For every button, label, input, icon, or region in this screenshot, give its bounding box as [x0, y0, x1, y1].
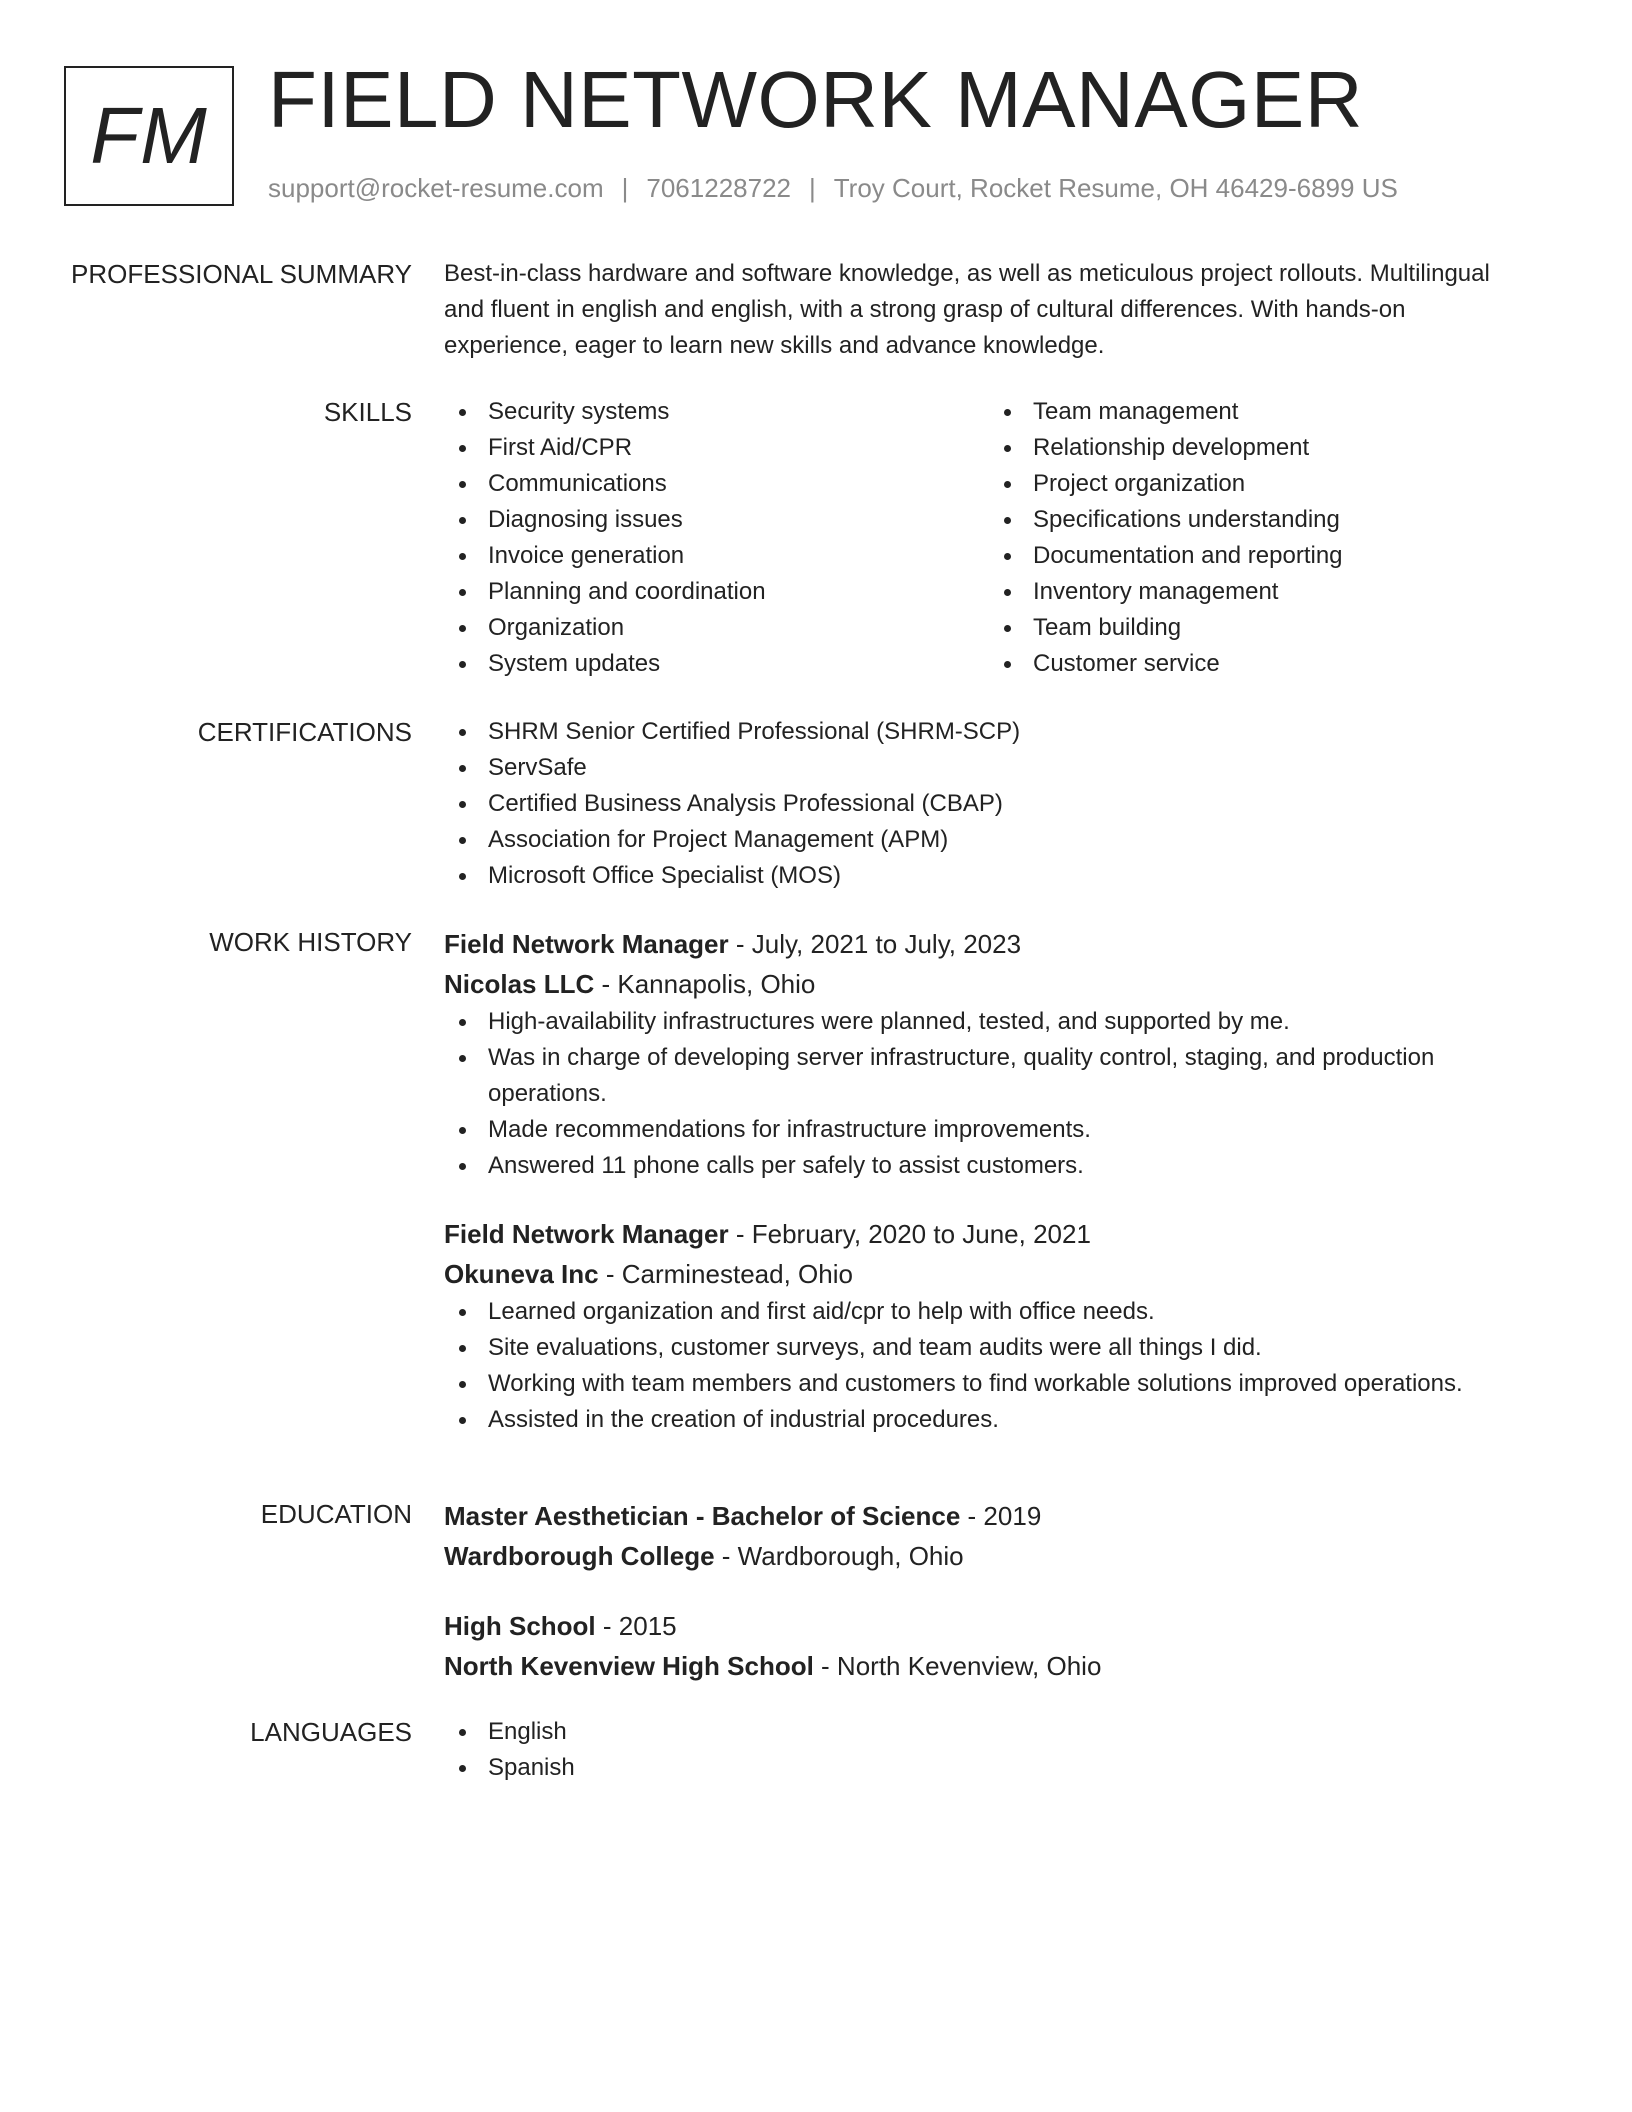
skill-item: Customer service — [989, 646, 1534, 682]
education-school: Wardborough College — [444, 1541, 715, 1571]
job-company-line — [444, 1254, 1534, 1294]
education-degree-line — [444, 1606, 1534, 1646]
section-label: WORK HISTORY — [209, 927, 412, 957]
job-location: - Carminestead, Ohio — [598, 1259, 853, 1289]
job-company: Nicolas LLC — [444, 969, 595, 999]
certification-item: Certified Business Analysis Professional (CBAP) — [444, 786, 1534, 822]
contact-line — [268, 170, 1398, 206]
section-label: EDUCATION — [260, 1499, 412, 1529]
section-label: CERTIFICATIONS — [197, 717, 412, 747]
skill-item: Planning and coordination — [444, 574, 989, 610]
education-school-line — [444, 1536, 1534, 1576]
education-body — [444, 1496, 1534, 1686]
languages-body — [444, 1714, 1534, 1786]
job-title-line — [444, 1214, 1534, 1254]
job-bullets — [444, 1004, 1534, 1184]
section-label: SKILLS — [323, 397, 412, 427]
contact-separator: | — [621, 173, 629, 203]
skill-item: Documentation and reporting — [989, 538, 1534, 574]
language-item: Spanish — [444, 1750, 1534, 1786]
education-degree: Master Aesthetician - Bachelor of Science — [444, 1501, 961, 1531]
skill-item: Inventory management — [989, 574, 1534, 610]
education-school: North Kevenview High School — [444, 1651, 814, 1681]
skill-item: First Aid/CPR — [444, 430, 989, 466]
skills-columns — [444, 394, 1534, 682]
certifications-list — [444, 714, 1534, 894]
job-entry — [444, 924, 1534, 1184]
certification-item: Association for Project Management (APM) — [444, 822, 1534, 858]
contact-separator: | — [809, 173, 816, 203]
job-bullet: Working with team members and customers to find workable solutions improved operations. — [444, 1366, 1534, 1402]
summary-text: Best-in-class hardware and software knowledge, as well as meticulous project rollouts. Multilingual and fluent in english and english, with a strong grasp of cultural differences. With hands-on experience, eager to learn new skills and advance knowledge. — [444, 260, 1490, 359]
job-bullet: High-availability infrastructures were planned, tested, and supported by me. — [444, 1004, 1534, 1040]
job-company-line — [444, 964, 1534, 1004]
job-dates: - February, 2020 to June, 2021 — [728, 1219, 1091, 1249]
education-year: - 2015 — [595, 1611, 677, 1641]
skill-item: Communications — [444, 466, 989, 502]
job-bullet: Answered 11 phone calls per safely to assist customers. — [444, 1148, 1534, 1184]
skill-item: Diagnosing issues — [444, 502, 989, 538]
job-title-line — [444, 924, 1534, 964]
job-bullet: Made recommendations for infrastructure improvements. — [444, 1112, 1534, 1148]
skill-item: System updates — [444, 646, 989, 682]
education-entry — [444, 1496, 1534, 1576]
certifications-body — [444, 714, 1534, 894]
skill-item: Organization — [444, 610, 989, 646]
education-location: - Wardborough, Ohio — [714, 1541, 964, 1571]
work-history-body — [444, 924, 1534, 1438]
education-degree-line — [444, 1496, 1534, 1536]
languages-list — [444, 1714, 1534, 1786]
job-entry — [444, 1214, 1534, 1438]
skill-item: Project organization — [989, 466, 1534, 502]
job-title: Field Network Manager — [444, 1219, 729, 1249]
skill-item: Specifications understanding — [989, 502, 1534, 538]
certification-item: Microsoft Office Specialist (MOS) — [444, 858, 1534, 894]
job-dates: - July, 2021 to July, 2023 — [728, 929, 1022, 959]
section-label: PROFESSIONAL SUMMARY — [71, 259, 412, 289]
job-bullet: Learned organization and first aid/cpr to help with office needs. — [444, 1294, 1534, 1330]
education-location: - North Kevenview, Ohio — [813, 1651, 1102, 1681]
job-bullet: Site evaluations, customer surveys, and team audits were all things I did. — [444, 1330, 1534, 1366]
monogram — [64, 66, 234, 206]
job-bullet: Assisted in the creation of industrial procedures. — [444, 1402, 1534, 1438]
education-degree: High School — [444, 1611, 596, 1641]
certification-item: SHRM Senior Certified Professional (SHRM-SCP) — [444, 714, 1534, 750]
skill-item: Team building — [989, 610, 1534, 646]
job-company: Okuneva Inc — [444, 1259, 599, 1289]
education-year: - 2019 — [960, 1501, 1042, 1531]
resume-name: FIELD NETWORK MANAGER — [268, 55, 1364, 144]
job-bullets — [444, 1294, 1534, 1438]
monogram-initials: FM — [90, 91, 208, 180]
job-bullet: Was in charge of developing server infrastructure, quality control, staging, and production operations. — [444, 1040, 1534, 1112]
job-location: - Kannapolis, Ohio — [594, 969, 816, 999]
contact-email[interactable]: support@rocket-resume.com — [268, 173, 604, 203]
education-school-line — [444, 1646, 1534, 1686]
skill-item: Team management — [989, 394, 1534, 430]
job-title: Field Network Manager — [444, 929, 729, 959]
skills-list-right — [989, 394, 1534, 682]
skill-item: Invoice generation — [444, 538, 989, 574]
contact-address: Troy Court, Rocket Resume, OH 46429-6899 US — [833, 173, 1398, 203]
skills-list-left — [444, 394, 989, 682]
section-label: LANGUAGES — [250, 1717, 412, 1747]
certification-item: ServSafe — [444, 750, 1534, 786]
contact-phone[interactable]: 7061228722 — [646, 173, 791, 203]
skill-item: Security systems — [444, 394, 989, 430]
education-entry — [444, 1606, 1534, 1686]
skill-item: Relationship development — [989, 430, 1534, 466]
language-item: English — [444, 1714, 1534, 1750]
